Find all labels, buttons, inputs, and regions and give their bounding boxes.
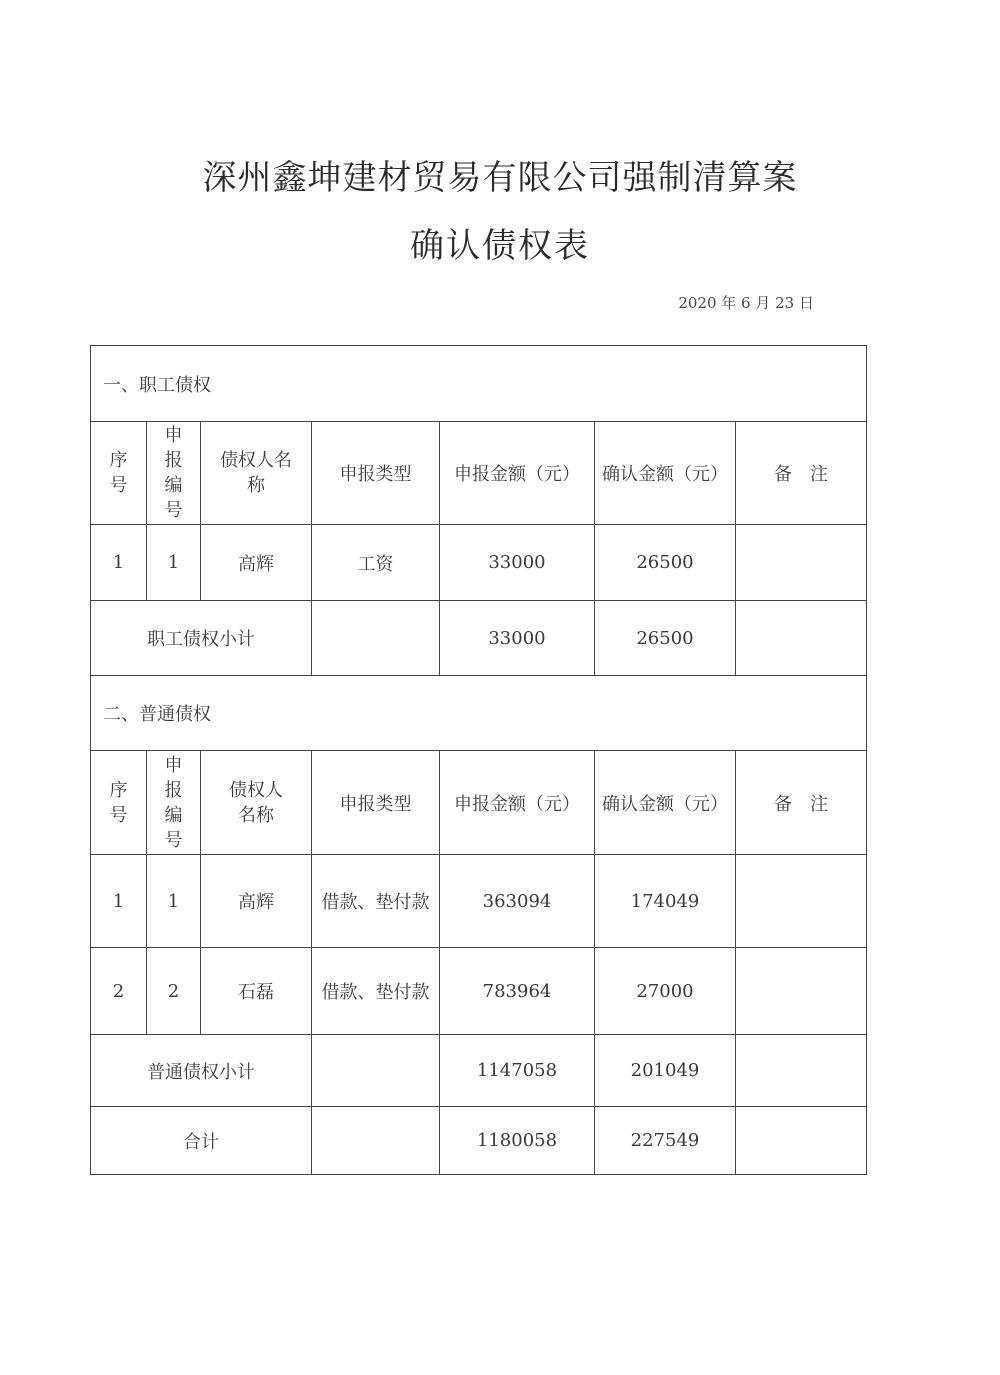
subtotal-confirmed: 26500 bbox=[595, 601, 736, 676]
total-type bbox=[312, 1107, 440, 1175]
subtotal-claimed: 33000 bbox=[440, 601, 595, 676]
row-report-no: 1 bbox=[147, 525, 201, 601]
row-creditor: 高辉 bbox=[201, 525, 312, 601]
row-type: 借款、垫付款 bbox=[312, 948, 440, 1035]
col-header-seq: 序号 bbox=[91, 422, 147, 525]
col-header-seq: 序号 bbox=[91, 751, 147, 855]
row-claimed: 783964 bbox=[440, 948, 595, 1035]
row-remark bbox=[736, 525, 867, 601]
col-header-claimed: 申报金额（元） bbox=[440, 751, 595, 855]
section-heading-employee: 一、职工债权 bbox=[91, 346, 867, 422]
subtotal-label: 普通债权小计 bbox=[91, 1035, 312, 1107]
document-date: 2020 年 6 月 23 日 bbox=[678, 294, 814, 312]
subtotal-confirmed: 201049 bbox=[595, 1035, 736, 1107]
subtotal-type bbox=[312, 1035, 440, 1107]
document-subtitle: 确认债权表 bbox=[410, 226, 590, 266]
col-header-remark: 备注 bbox=[736, 751, 867, 855]
row-confirmed: 174049 bbox=[595, 855, 736, 948]
col-header-report-no: 申报编号 bbox=[147, 422, 201, 525]
document-title: 深州鑫坤建材贸易有限公司强制清算案 bbox=[202, 158, 798, 198]
row-confirmed: 26500 bbox=[595, 525, 736, 601]
total-row bbox=[91, 1107, 867, 1175]
row-creditor: 高辉 bbox=[201, 855, 312, 948]
total-claimed: 1180058 bbox=[440, 1107, 595, 1175]
subtotal-label: 职工债权小计 bbox=[91, 601, 312, 676]
subtotal-row-employee bbox=[91, 601, 867, 676]
col-header-confirmed: 确认金额（元） bbox=[595, 751, 736, 855]
col-header-type: 申报类型 bbox=[312, 751, 440, 855]
table-row bbox=[91, 855, 867, 948]
row-report-no: 2 bbox=[147, 948, 201, 1035]
subtotal-remark bbox=[736, 1035, 867, 1107]
col-header-type: 申报类型 bbox=[312, 422, 440, 525]
total-confirmed: 227549 bbox=[595, 1107, 736, 1175]
row-seq: 1 bbox=[91, 525, 147, 601]
row-confirmed: 27000 bbox=[595, 948, 736, 1035]
section-heading-general: 二、普通债权 bbox=[91, 676, 867, 751]
subtotal-claimed: 1147058 bbox=[440, 1035, 595, 1107]
total-label: 合计 bbox=[91, 1107, 312, 1175]
subtotal-type bbox=[312, 601, 440, 676]
row-report-no: 1 bbox=[147, 855, 201, 948]
row-seq: 1 bbox=[91, 855, 147, 948]
total-remark bbox=[736, 1107, 867, 1175]
col-header-confirmed: 确认金额（元） bbox=[595, 422, 736, 525]
row-creditor: 石磊 bbox=[201, 948, 312, 1035]
subtotal-row-general bbox=[91, 1035, 867, 1107]
col-header-creditor: 债权人名称 bbox=[201, 422, 312, 525]
row-seq: 2 bbox=[91, 948, 147, 1035]
row-type: 工资 bbox=[312, 525, 440, 601]
table-row bbox=[91, 948, 867, 1035]
col-header-claimed: 申报金额（元） bbox=[440, 422, 595, 525]
row-remark bbox=[736, 855, 867, 948]
col-header-report-no: 申报编号 bbox=[147, 751, 201, 855]
claims-table bbox=[90, 345, 867, 1175]
col-header-remark: 备注 bbox=[736, 422, 867, 525]
row-remark bbox=[736, 948, 867, 1035]
row-claimed: 363094 bbox=[440, 855, 595, 948]
table-row bbox=[91, 525, 867, 601]
row-type: 借款、垫付款 bbox=[312, 855, 440, 948]
row-claimed: 33000 bbox=[440, 525, 595, 601]
subtotal-remark bbox=[736, 601, 867, 676]
col-header-creditor: 债权人名称 bbox=[201, 751, 312, 855]
